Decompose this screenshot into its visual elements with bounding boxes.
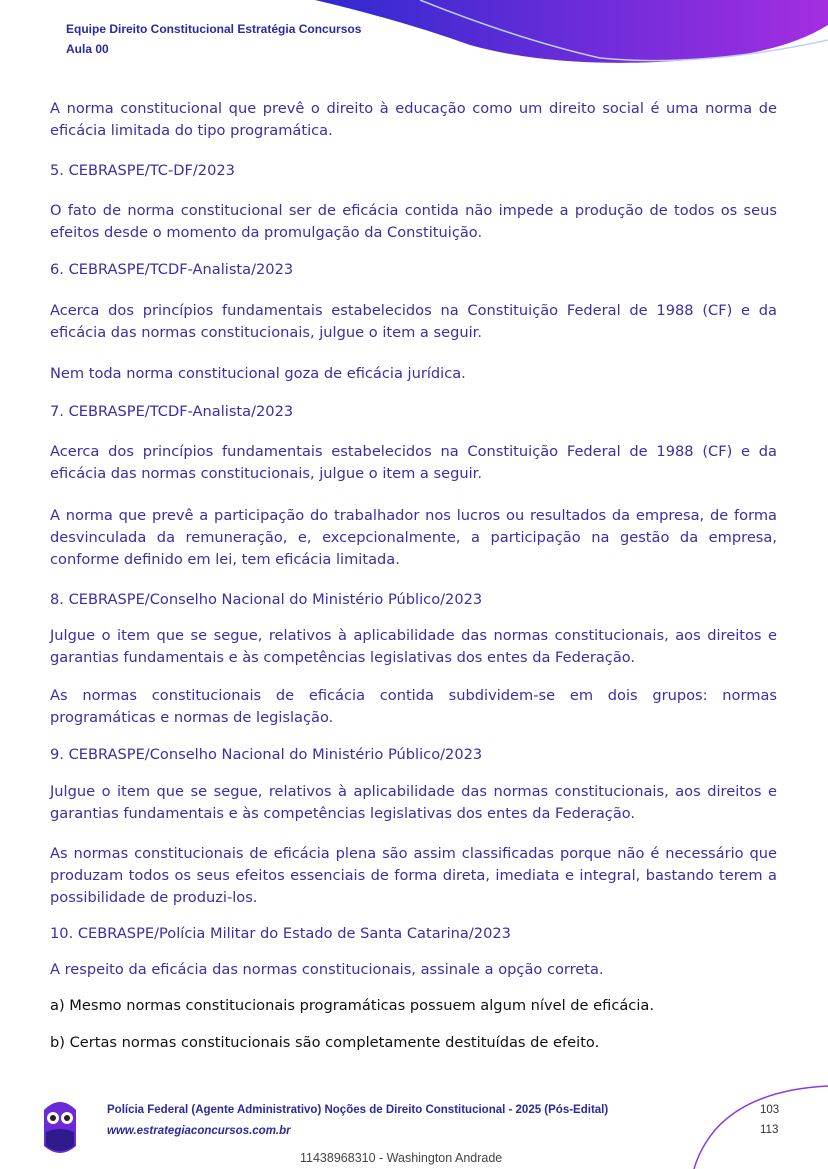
page-number: 103 — [760, 1104, 780, 1116]
question-heading: 6. CEBRASPE/TCDF-Analista/2023 — [50, 261, 294, 278]
question-heading: 9. CEBRASPE/Conselho Nacional do Ministério Público/2023 — [50, 746, 483, 763]
paragraph: Julgue o item que se segue, relativos à aplicabilidade das normas constitucionais, aos direitos e garantias fundamentais e às competências legislativas dos entes da Federação. — [50, 783, 777, 822]
footer-course-title: Polícia Federal (Agente Administrativo) Noções de Direito Constitucional - 2025 (Pós-Edital) — [107, 1104, 609, 1116]
paragraph: A norma constitucional que prevê o direito à educação como um direito social é uma norma de eficácia limitada do tipo programática. — [50, 100, 777, 139]
page-total: 113 — [760, 1124, 779, 1136]
paragraph: A norma que prevê a participação do trabalhador nos lucros ou resultados da empresa, de forma desvinculada da remuneração, e, excepcionalmente, a participação na gestão da empresa, conforme definido em lei, tem eficácia limitada. — [50, 507, 777, 568]
footer-website-link[interactable]: www.estrategiaconcursos.com.br — [107, 1125, 291, 1137]
paragraph: Julgue o item que se segue, relativos à aplicabilidade das normas constitucionais, aos direitos e garantias fundamentais e às competências legislativas dos entes da Federação. — [50, 627, 777, 666]
paragraph: Nem toda norma constitucional goza de eficácia jurídica. — [50, 365, 466, 382]
paragraph: As normas constitucionais de eficácia plena são assim classificadas porque não é necessário que produzam todos os seus efeitos essenciais de forma direta, imediata e integral, bastando terem a possibilidade de produzi-los. — [50, 845, 777, 906]
paragraph: A respeito da eficácia das normas constitucionais, assinale a opção correta. — [50, 961, 604, 978]
answer-option-b: b) Certas normas constitucionais são completamente destituídas de efeito. — [50, 1034, 600, 1051]
header-team: Equipe Direito Constitucional Estratégia Concursos — [66, 22, 362, 36]
question-heading: 7. CEBRASPE/TCDF-Analista/2023 — [50, 403, 294, 420]
header-lesson: Aula 00 — [66, 42, 109, 56]
question-heading: 10. CEBRASPE/Polícia Militar do Estado de Santa Catarina/2023 — [50, 925, 511, 942]
answer-option-a: a) Mesmo normas constitucionais programáticas possuem algum nível de eficácia. — [50, 997, 654, 1014]
owl-logo-icon — [40, 1096, 80, 1160]
paragraph: O fato de norma constitucional ser de eficácia contida não impede a produção de todos os seus efeitos desde o momento da promulgação da Constituição. — [50, 202, 777, 241]
question-heading: 8. CEBRASPE/Conselho Nacional do Ministério Público/2023 — [50, 591, 483, 608]
paragraph: As normas constitucionais de eficácia contida subdividem-se em dois grupos: normas programáticas e normas de legislação. — [50, 687, 777, 726]
paragraph: Acerca dos princípios fundamentais estabelecidos na Constituição Federal de 1988 (CF) e da eficácia das normas constitucionais, julgue o item a seguir. — [50, 443, 777, 482]
paragraph: Acerca dos princípios fundamentais estabelecidos na Constituição Federal de 1988 (CF) e da eficácia das normas constitucionais, julgue o item a seguir. — [50, 302, 777, 341]
question-heading: 5. CEBRASPE/TC-DF/2023 — [50, 162, 235, 179]
footer-watermark: 11438968310 - Washington Andrade — [300, 1151, 503, 1165]
footer-curve-decoration — [660, 1080, 828, 1169]
